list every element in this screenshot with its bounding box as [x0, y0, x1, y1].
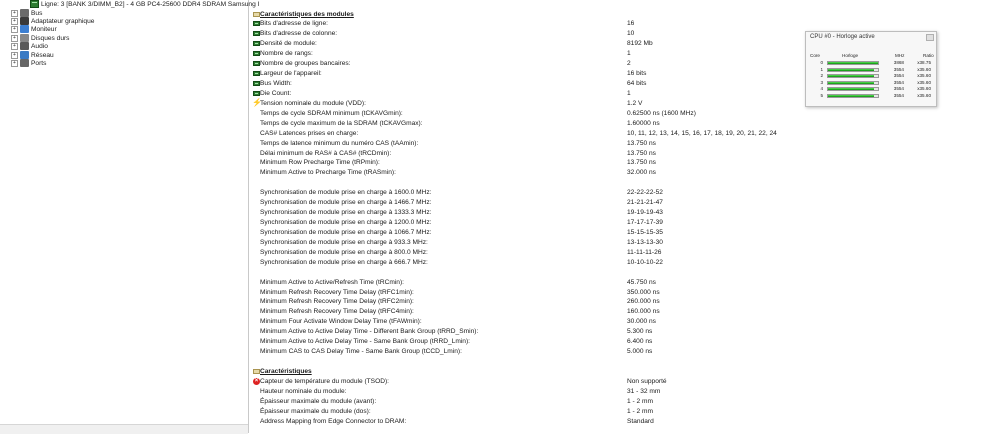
property-label: Synchronisation de module prise en charge à 1066.7 MHz: [260, 228, 432, 236]
header-ratio: Ratio [923, 53, 934, 58]
property-value: 13.750 ns [627, 139, 656, 147]
core-number: 5 [820, 93, 823, 98]
tree-item-label: Audio [31, 43, 48, 51]
property-label: Minimum Active to Active Delay Time - Different Bank Group (tRRD_Smin): [260, 328, 479, 336]
expand-icon[interactable]: + [11, 10, 18, 17]
close-icon[interactable] [926, 34, 934, 41]
property-value: Standard [627, 417, 654, 425]
property-value: 1 [627, 89, 631, 97]
core-mhz: 3554 [893, 66, 904, 72]
property-label: Synchronisation de module prise en charge à 800.0 MHz: [260, 248, 428, 256]
property-label: Synchronisation de module prise en charge à 1200.0 MHz: [260, 219, 432, 227]
property-value: 1.60000 ns [627, 119, 660, 127]
property-value: 13-13-13-30 [627, 238, 663, 246]
clock-bar-fill [828, 95, 874, 97]
widget-title: CPU #0 - Horloge active [810, 34, 875, 40]
property-value: 64 bits [627, 80, 647, 87]
property-label: Synchronisation de module prise en charge à 933.3 MHz: [260, 238, 428, 246]
core-mhz: 3554 [893, 93, 904, 98]
core-number: 0 [820, 60, 823, 65]
clock-bar-fill [828, 88, 874, 90]
property-label: Tension nominale du module (VDD): [260, 99, 366, 107]
expand-icon[interactable]: + [11, 52, 18, 59]
property-label: Largeur de l'appareil: [260, 70, 322, 78]
core-number: 3 [820, 79, 823, 85]
core-mhz: 3554 [893, 86, 904, 92]
property-value: 19-19-19-43 [627, 209, 663, 217]
property-value: 0.62500 ns (1600 MHz) [627, 109, 696, 117]
property-label: Minimum Active to Precharge Time (tRASmin): [260, 169, 396, 177]
expand-icon[interactable]: + [11, 26, 18, 33]
expand-icon[interactable]: + [11, 35, 18, 42]
property-value: 350.000 ns [627, 288, 660, 296]
property-value: 1 - 2 mm [627, 407, 654, 415]
property-value: 10 [627, 30, 635, 38]
cpu-core-row [806, 73, 936, 79]
property-value: 1.2 V [627, 99, 643, 107]
property-label: Densité de module: [260, 40, 317, 48]
section-icon [253, 369, 260, 374]
memory-module-icon [253, 51, 260, 56]
tree-item-label: Ports [31, 59, 47, 67]
property-label: Synchronisation de module prise en charge à 1600.0 MHz: [260, 189, 432, 197]
core-mhz: 3868 [893, 60, 904, 65]
property-value: 5.300 ns [627, 328, 653, 336]
section-icon [253, 12, 260, 17]
property-value: 1 [627, 50, 631, 58]
core-mhz: 3554 [893, 73, 904, 79]
property-value: 10-10-10-22 [627, 258, 663, 266]
property-value: 13.750 ns [627, 149, 656, 157]
memory-module-icon [253, 41, 260, 46]
clock-bar [827, 61, 879, 65]
property-value: 22-22-22-52 [627, 189, 663, 197]
property-value: 16 [627, 20, 635, 28]
clock-bar-fill [828, 62, 878, 64]
property-label: CAS# Latences prises en charge: [260, 129, 359, 137]
property-value: 21-21-21-47 [627, 199, 663, 207]
clock-bar [827, 81, 879, 85]
property-value: 31 - 32 mm [627, 387, 661, 395]
property-label: Temps de latence minimum du numéro CAS (tAAmin): [260, 139, 419, 147]
core-ratio: x35.60 [917, 66, 931, 72]
property-value: 30.000 ns [627, 318, 656, 326]
memory-module-icon [253, 31, 260, 36]
core-ratio: x35.60 [917, 79, 931, 85]
tree-item-label: Bus [31, 9, 43, 17]
core-ratio: x35.60 [917, 93, 931, 98]
expand-icon[interactable]: + [11, 18, 18, 25]
core-number: 1 [820, 66, 823, 72]
voltage-bolt-icon: ⚡ [252, 97, 262, 107]
core-number: 2 [820, 73, 823, 79]
property-label: Synchronisation de module prise en charge à 1333.3 MHz: [260, 209, 432, 217]
property-label: Bus Width: [260, 80, 292, 87]
cpu-core-row [806, 86, 936, 92]
property-label: Caractéristiques des modules [260, 10, 354, 18]
header-clock: Horloge [842, 53, 859, 58]
expand-icon[interactable]: + [11, 60, 18, 67]
device-tree[interactable] [0, 0, 260, 433]
property-value: 11-11-11-26 [627, 248, 662, 256]
property-value: Non supporté [627, 377, 667, 385]
clock-bar-fill [828, 75, 874, 77]
core-ratio: x35.60 [917, 86, 931, 92]
property-label: Capteur de température du module (TSOD): [260, 377, 390, 385]
cpu-core-row [806, 80, 936, 86]
property-value: 260.000 ns [627, 298, 660, 306]
property-label: Minimum Refresh Recovery Time Delay (tRFC1min): [260, 288, 414, 296]
property-value: 17-17-17-39 [627, 219, 663, 227]
bus-icon [20, 9, 29, 17]
property-label: Épaisseur maximale du module (avant): [260, 397, 377, 405]
property-value: 16 bits [627, 70, 647, 78]
property-label: Caractéristiques [260, 367, 312, 375]
property-label: Épaisseur maximale du module (dos): [260, 407, 371, 415]
not-supported-icon: × [254, 377, 259, 384]
property-label: Bits d'adresse de ligne: [260, 20, 328, 28]
tree-item-label: Disques durs [31, 34, 70, 42]
core-ratio: x35.60 [917, 73, 931, 79]
property-label: Minimum Active to Active/Refresh Time (tRCmin): [260, 278, 404, 286]
property-label: Minimum Row Precharge Time (tRPmin): [260, 159, 380, 167]
tree-item-label: Réseau [31, 51, 54, 59]
property-label: Synchronisation de module prise en charge à 666.7 MHz: [260, 258, 428, 266]
property-label: Minimum CAS to CAS Delay Time - Same Bank Group (tCCD_Lmin): [260, 348, 462, 356]
clock-bar [827, 94, 879, 98]
property-label: Nombre de groupes bancaires: [260, 60, 351, 68]
property-label: Minimum Four Activate Window Delay Time (tFAWmin): [260, 318, 422, 326]
tree-item-label: Ligne: 3 [BANK 3/DIMM_B2] - 4 GB PC4-25600 DDR4 SDRAM Samsung I [41, 1, 260, 8]
tree-item-label: Moniteur [31, 26, 57, 34]
cpu-core-row [806, 67, 936, 73]
property-label: Synchronisation de module prise en charge à 1466.7 MHz: [260, 199, 432, 207]
property-value: 1 - 2 mm [627, 397, 654, 405]
graphics-card-icon [20, 17, 29, 25]
property-label: Die Count: [260, 89, 292, 97]
cpu-core-row [806, 93, 936, 99]
speaker-icon [20, 42, 29, 50]
core-ratio: x38.75 [917, 60, 931, 65]
property-value: 32.000 ns [627, 169, 656, 177]
property-label: Nombre de rangs: [260, 50, 313, 58]
memory-module-icon [30, 0, 39, 8]
property-value: 8192 Mb [627, 40, 653, 48]
hard-drive-icon [20, 34, 29, 42]
ports-icon [20, 59, 29, 67]
property-value: 45.750 ns [627, 278, 656, 286]
clock-bar [827, 74, 879, 78]
memory-module-icon [253, 81, 260, 86]
property-value: 160.000 ns [627, 308, 660, 316]
clock-bar [827, 68, 879, 72]
memory-module-icon [253, 91, 260, 96]
expand-icon[interactable]: + [11, 43, 18, 50]
clock-bar [827, 87, 879, 91]
property-label: Address Mapping from Edge Connector to DRAM: [260, 417, 407, 425]
network-icon [20, 51, 29, 59]
memory-module-icon [253, 71, 260, 76]
cpu-clock-widget[interactable] [805, 31, 937, 107]
cpu-core-row [806, 60, 936, 66]
core-mhz: 3554 [893, 79, 904, 85]
clock-bar-fill [828, 82, 874, 84]
property-label: Minimum Active to Active Delay Time - Same Bank Group (tRRD_Lmin): [260, 338, 470, 346]
property-label: Délai minimum de RAS# à CAS# (tRCDmin): [260, 149, 392, 157]
property-label: Minimum Refresh Recovery Time Delay (tRFC4min): [260, 308, 414, 316]
tree-item-label: Adaptateur graphique [31, 17, 95, 25]
property-label: Temps de cycle maximum de la SDRAM (tCKAVGmax): [260, 119, 423, 127]
property-value: 6.400 ns [627, 338, 653, 346]
memory-module-icon [253, 21, 260, 26]
property-label: Hauteur nominale du module: [260, 387, 347, 395]
property-value: 10, 11, 12, 13, 14, 15, 16, 17, 18, 19, 20, 21, 22, 24 [627, 129, 777, 137]
property-label: Bits d'adresse de colonne: [260, 30, 338, 38]
property-label: Temps de cycle SDRAM minimum (tCKAVGmin): [260, 109, 403, 117]
property-value: 13.750 ns [627, 159, 656, 167]
header-core: Core [810, 53, 820, 58]
core-number: 4 [820, 86, 823, 92]
property-value: 5.000 ns [627, 348, 653, 356]
memory-module-icon [253, 61, 260, 66]
header-mhz: MHz [895, 53, 905, 58]
property-value: 15-15-15-35 [627, 228, 663, 236]
monitor-icon [20, 25, 29, 33]
property-label: Minimum Refresh Recovery Time Delay (tRFC2min): [260, 298, 414, 306]
property-value: 2 [627, 60, 631, 68]
clock-bar-fill [828, 69, 874, 71]
